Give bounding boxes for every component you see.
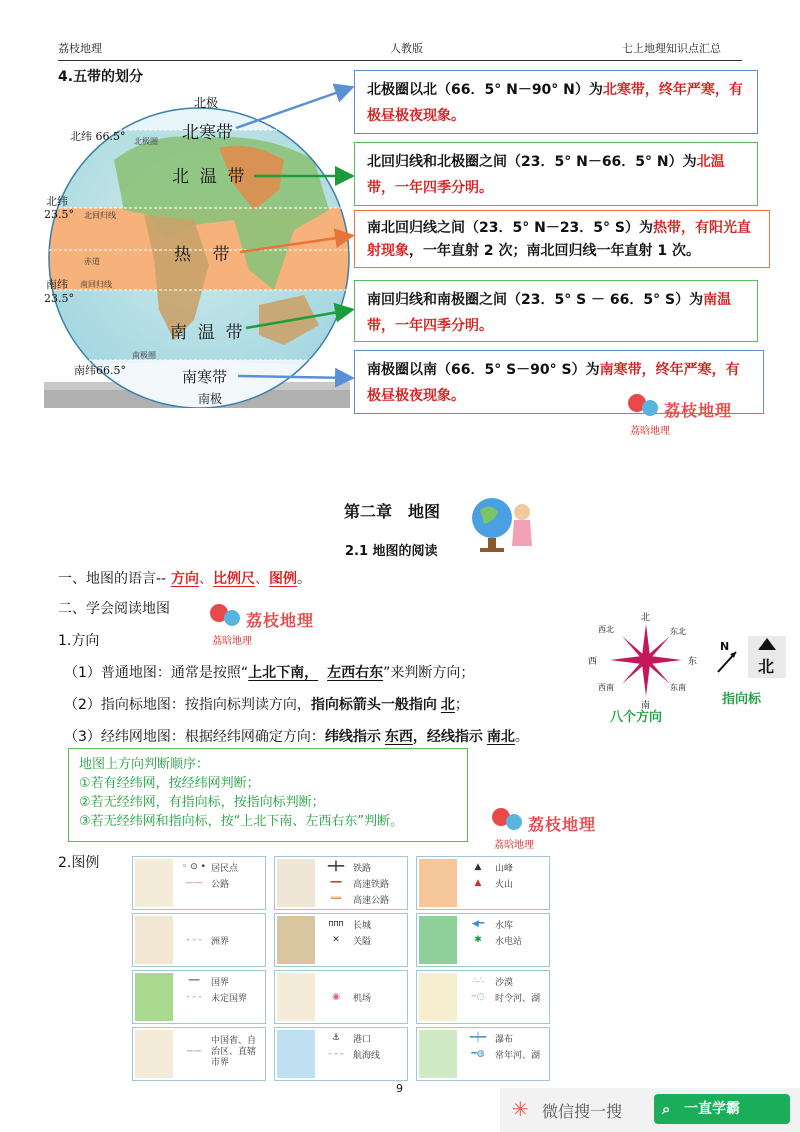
legend-label: 时令河、湖 (495, 993, 541, 1004)
zone-box-north-cold (354, 70, 758, 134)
rule-answer: 东西 (384, 729, 413, 745)
rule-answer: 北 (440, 697, 455, 713)
legend-label: 机场 (353, 993, 372, 1004)
logo-subtext: 荔晗地理 (212, 636, 252, 647)
header-center: 人教版 (390, 42, 423, 55)
antarctic-circle-label: 南极圈 (132, 351, 156, 360)
compass-south: 南 (641, 701, 651, 711)
read-map-heading: 二、学会阅读地图 (58, 601, 170, 617)
chapter-title: 第二章 地图 (344, 502, 441, 521)
logo-mascot-icon (642, 400, 658, 416)
search-keyword: 一直学霸 (684, 1101, 740, 1117)
zone-box-north-temperate (354, 142, 758, 206)
legend-map-thumb (135, 916, 173, 964)
north-arrow-icon (712, 638, 740, 678)
rule-text: ； (454, 697, 469, 713)
national-border-symbol: ━━ (188, 976, 200, 986)
direction-rule-1 (64, 662, 474, 682)
arctic-circle-label: 北极圈 (134, 137, 158, 146)
undetermined-border-symbol: - - - (186, 992, 202, 1002)
rule-bold: 纬线指示 (324, 729, 381, 745)
legend-map-thumb (277, 916, 315, 964)
logo-text: 荔枝地理 (664, 401, 733, 420)
legend-label: 未定国界 (211, 993, 248, 1004)
settlement-symbol: ◦ ⊙ • (182, 862, 206, 872)
rule-text: （1）普通地图：通常是按照“ (64, 665, 249, 681)
rule-bold: ，经线指示 (412, 729, 483, 745)
legend-map-thumb (419, 916, 457, 964)
compass-northeast: 东北 (670, 627, 686, 636)
map-language-scale: 比例尺 (212, 571, 255, 587)
rule-answer: 上北下南， (248, 665, 319, 681)
legend-map-thumb (419, 1030, 457, 1078)
legend-cell-continent-border (132, 913, 266, 967)
search-icon: ⌕ (662, 1100, 671, 1118)
legend-label: 居民点 (211, 863, 239, 874)
direction-rule-2 (64, 694, 469, 714)
reservoir-symbol: ◀━ (471, 919, 485, 929)
airport-symbol: ◉ (332, 992, 340, 1002)
logo-mascot-icon (506, 814, 522, 830)
arrow-south-cold (238, 376, 350, 378)
great-wall-symbol: ᴨᴨᴨ (328, 919, 344, 929)
zone-box-text-rest: ，一年直射 2 次；南北回归线一年直射 1 次。 (409, 243, 700, 259)
chapter-subtitle: 2.1 地图的阅读 (345, 544, 438, 559)
legend-label: 长城 (353, 920, 372, 931)
perennial-river-symbol: ━◍ (471, 1049, 485, 1059)
lat-n23-label-b: 23.5° (44, 208, 74, 221)
tropic-cancer-label: 北回归线 (84, 211, 116, 220)
page-number: 9 (396, 1082, 403, 1095)
legend-cell-great-wall (274, 913, 408, 967)
map-language-prefix: 一、地图的语言-- (58, 571, 167, 587)
arrow-north-cold (236, 88, 350, 128)
legend-label: 中国省、自治区、直辖市界 (211, 1035, 257, 1068)
road-symbol: —— (185, 878, 203, 888)
lat-s66-label: 南纬66.5° (74, 364, 126, 377)
lat-s23-label-a: 南纬 (46, 278, 68, 291)
legend-cell-province-border (132, 1027, 266, 1081)
header-right: 七上地理知识点汇总 (622, 42, 721, 55)
legend-cell-rail (274, 856, 408, 910)
legend-label: 瀑布 (495, 1034, 514, 1045)
waterfall-symbol: ━┿━ (469, 1033, 487, 1043)
legend-label: 关隘 (353, 936, 372, 947)
map-language-legend: 图例 (268, 571, 297, 587)
zone-box-highlight: 南寒带，终年严寒，有极昼极夜现象。 (367, 362, 740, 404)
legend-label: 高速公路 (353, 895, 390, 906)
zone-north-cold: 北寒带 (182, 123, 233, 143)
direction-order-box (68, 748, 468, 842)
legend-heading: 2.图例 (58, 855, 100, 871)
wechat-search-bar (500, 1088, 800, 1132)
south-pole-label: 南极 (198, 392, 223, 406)
lat-n23-label-a: 北纬 (46, 195, 68, 208)
rule-text: ”来判断方向； (383, 665, 475, 681)
legend-label: 沙漠 (495, 977, 514, 988)
rule-text: （3）经纬网地图：根据经纬网确定方向： (64, 729, 325, 745)
peak-symbol: ▲ (474, 862, 482, 872)
header-left: 荔枝地理 (58, 42, 102, 55)
zone-south-cold: 南寒带 (182, 368, 228, 386)
zone-box-text: 南极圈以南（66．5° S－90° S）为 (367, 362, 600, 378)
zone-tropical: 热 带 (174, 245, 230, 265)
separator: 、 (254, 571, 269, 587)
volcano-symbol: ▲ (474, 878, 482, 888)
legend-label: 港口 (353, 1034, 372, 1045)
legend-label: 航海线 (353, 1050, 381, 1061)
wechat-search-label: 微信搜一搜 (542, 1102, 623, 1121)
legend-cell-mountain (416, 856, 550, 910)
legend-label: 公路 (211, 879, 230, 890)
port-symbol: ⚓ (331, 1033, 341, 1043)
north-pointer-caption: 指向标 (722, 692, 762, 707)
order-item: ②若无经纬网，有指向标，按指向标判断； (79, 795, 325, 810)
logo-subtext: 荔晗地理 (630, 426, 670, 437)
direction-rule-3 (64, 726, 529, 746)
legend-grid (132, 856, 550, 1082)
zone-box-text: 南回归线和南极圈之间（23．5° S － 66．5° S）为 (367, 292, 704, 308)
search-keyword-button[interactable] (654, 1094, 790, 1124)
legend-cell-airport (274, 970, 408, 1024)
legend-cell-desert (416, 970, 550, 1024)
legend-map-thumb (277, 1030, 315, 1078)
zone-north-temperate: 北 温 带 (172, 167, 245, 187)
separator: 、 (198, 571, 213, 587)
lat-s23-label-b: 23.5° (44, 292, 74, 305)
line-end: 。 (296, 571, 311, 587)
north-arrow-letter: N (720, 640, 730, 653)
rule-bold: 指向标箭头一般指向 (310, 697, 437, 713)
legend-map-thumb (419, 973, 457, 1021)
legend-map-thumb (277, 859, 315, 907)
legend-cell-port (274, 1027, 408, 1081)
brand-logo (492, 804, 632, 854)
north-pointer (712, 636, 792, 712)
compass-northwest: 西北 (598, 625, 614, 634)
map-language-direction: 方向 (170, 571, 199, 587)
north-pole-label: 北极 (194, 96, 219, 110)
compass-rose (586, 610, 706, 726)
legend-label: 高速铁路 (353, 879, 390, 890)
legend-cell-settlement (132, 856, 266, 910)
zone-box-text: 北回归线和北极圈之间（23．5° N－66．5° N）为 (367, 154, 697, 170)
wechat-search-icon: ✳ (512, 1097, 529, 1121)
order-item: ①若有经纬网，按经纬网判断； (79, 776, 260, 791)
order-title: 地图上方向判断顺序： (79, 757, 210, 772)
legend-map-thumb (419, 859, 457, 907)
legend-label: 水库 (495, 920, 514, 931)
compass-east: 东 (688, 657, 698, 667)
order-item: ③若无经纬网和指向标，按“上北下南、左西右东”判断。 (79, 814, 404, 829)
railway-symbol: ━╋━ (327, 862, 345, 872)
province-border-symbol: ─·─ (187, 1046, 201, 1057)
equator-label: 赤道 (84, 257, 100, 266)
pass-symbol: ✕ (332, 935, 340, 945)
expressway-symbol: ══ (330, 894, 342, 904)
rule-answer: 南北 (486, 729, 515, 745)
zone-box-highlight: 北温带，一年四季分明。 (367, 154, 725, 196)
logo-text: 荔枝地理 (528, 815, 597, 834)
legend-cell-national-border (132, 970, 266, 1024)
logo-mascot-icon (224, 610, 240, 626)
rule-text: （2）指向标地图：按指向标判读方向， (64, 697, 311, 713)
zone-box-highlight: 南温带，一年四季分明。 (367, 292, 732, 334)
legend-cell-waterfall (416, 1027, 550, 1081)
direction-heading: 1.方向 (58, 633, 100, 649)
legend-label: 常年河、湖 (495, 1050, 541, 1061)
legend-label: 火山 (495, 879, 514, 890)
north-pointer-badge (748, 636, 786, 678)
lat-n66-label: 北纬 66.5° (70, 130, 126, 143)
legend-map-thumb (277, 973, 315, 1021)
legend-label: 洲界 (211, 936, 230, 947)
compass-southwest: 西南 (598, 683, 614, 692)
compass-caption: 八个方向 (610, 710, 663, 725)
arrow-south-temperate (246, 310, 350, 328)
logo-text: 荔枝地理 (246, 611, 315, 630)
desert-symbol: ∴∴ (472, 976, 484, 986)
high-speed-rail-symbol: ━━ (330, 878, 342, 888)
rule-text: 。 (514, 729, 529, 745)
section-title: 4.五带的划分 (58, 69, 144, 85)
rule-gap (318, 665, 327, 681)
zone-south-temperate: 南 温 带 (170, 323, 243, 343)
zone-box-tropical (354, 210, 770, 268)
continent-border-symbol: - - - (186, 935, 202, 945)
map-language-line (58, 568, 311, 588)
tropic-capricorn-label: 南回归线 (80, 280, 112, 289)
zone-box-highlight: 北寒带，终年严寒，有极昼极夜现象。 (367, 82, 743, 124)
arrow-tropical (240, 236, 350, 252)
brand-logo (628, 390, 768, 440)
shipping-route-symbol: - - - (328, 1049, 344, 1059)
compass-north: 北 (641, 613, 651, 623)
legend-label: 国界 (211, 977, 230, 988)
globe-kid-icon (468, 490, 538, 556)
rule-answer: 左西右东 (327, 665, 384, 681)
brand-logo (210, 602, 350, 650)
north-triangle-icon (758, 638, 776, 650)
zone-box-highlight: 热带，有阳光直射现象 (367, 220, 751, 259)
compass-southeast: 东南 (670, 683, 686, 692)
legend-map-thumb (135, 1030, 173, 1078)
legend-label: 山峰 (495, 863, 514, 874)
legend-map-thumb (135, 973, 173, 1021)
legend-label: 水电站 (495, 936, 523, 947)
legend-label: 铁路 (353, 863, 372, 874)
north-pointer-text: 北 (758, 657, 775, 676)
globe-kid-illustration (468, 490, 538, 556)
logo-subtext: 荔晗地理 (494, 840, 534, 851)
compass-west: 西 (588, 657, 598, 667)
hydropower-symbol: ✱ (474, 935, 482, 945)
zone-box-text: 北极圈以北（66．5° N－90° N）为 (367, 82, 603, 98)
seasonal-river-symbol: ┄◌ (471, 992, 485, 1002)
legend-cell-reservoir (416, 913, 550, 967)
zone-box-south-temperate (354, 280, 758, 342)
zone-box-text: 南北回归线之间（23．5° N－23．5° S）为 (367, 220, 653, 236)
legend-map-thumb (135, 859, 173, 907)
